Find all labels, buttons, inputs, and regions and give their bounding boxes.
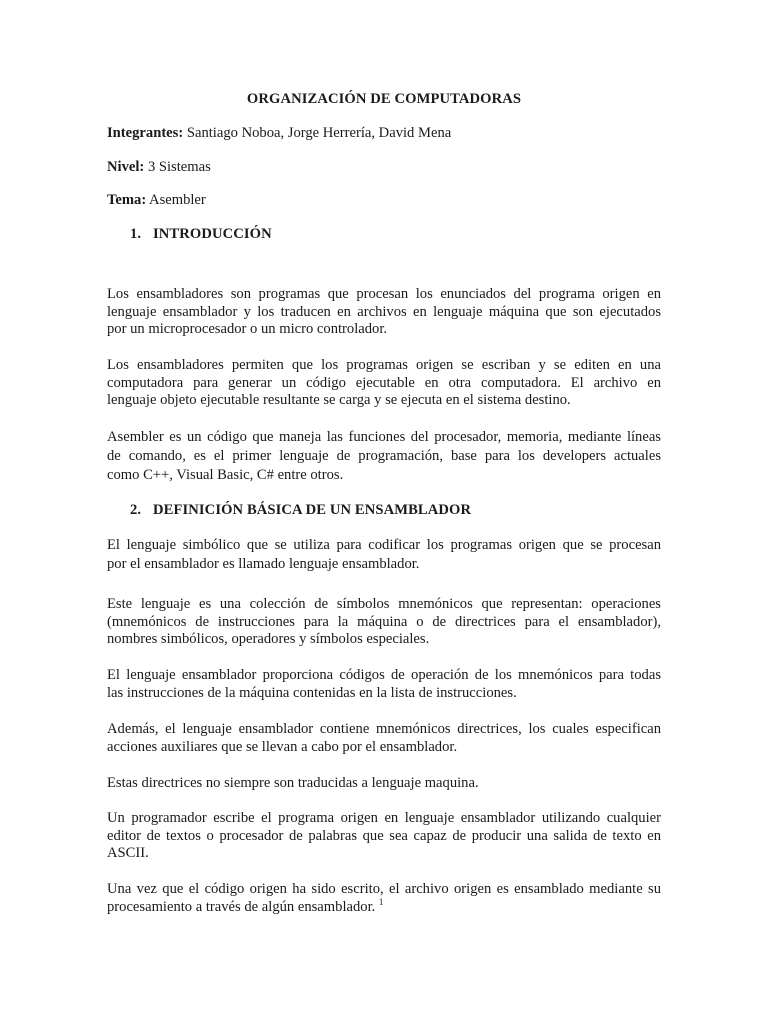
section-heading-definicion <box>130 502 471 520</box>
integrantes-label: Integrantes: <box>107 125 184 141</box>
paragraph-line: las instrucciones de la máquina contenidas en la lista de instrucciones. <box>107 684 517 701</box>
paragraph <box>107 596 661 649</box>
section-title: INTRODUCCIÓN <box>153 226 272 242</box>
paragraph <box>107 810 661 863</box>
paragraph-line: por el ensamblador es llamado lenguaje ensamblador. <box>107 556 420 572</box>
integrantes-line <box>107 125 451 143</box>
section-number: 2. <box>130 502 142 518</box>
paragraph-line: por un microprocesador o un micro controlador. <box>107 321 388 337</box>
paragraph-line: ASCII. <box>107 845 149 861</box>
paragraph-line: El lenguaje ensamblador proporciona códigos de operación de los mnemónicos para todas <box>107 667 661 683</box>
paragraph-line: editor de textos o procesador de palabras que sea capaz de producir una salida de texto en <box>107 827 661 844</box>
paragraph-line: lenguaje ensamblador y los traducen en archivos en lenguaje máquina que son ejecutados <box>107 303 661 320</box>
paragraph <box>107 357 661 410</box>
paragraph-line: Los ensambladores son programas que procesan los enunciados del programa origen en <box>107 286 661 302</box>
tema-line <box>107 192 206 210</box>
paragraph-line: Asembler es un código que maneja las funciones del procesador, memoria, mediante líneas <box>107 429 661 445</box>
integrantes-value: Santiago Noboa, Jorge Herrería, David Mena <box>183 125 452 141</box>
paragraph-line <box>107 896 661 917</box>
paragraph <box>107 286 661 339</box>
paragraph-line: Un programador escribe el programa origen en lenguaje ensamblador utilizando cualquier <box>107 810 661 826</box>
paragraph <box>107 721 661 756</box>
paragraph-line: computadora para generar un código ejecutable en otra computadora. El archivo en <box>107 374 661 391</box>
paragraph-line: El lenguaje simbólico que se utiliza para codificar los programas origen que se procesan <box>107 537 661 553</box>
nivel-label: Nivel: <box>107 159 145 175</box>
nivel-line <box>107 159 211 177</box>
paragraph <box>107 428 661 485</box>
paragraph <box>107 881 661 916</box>
paragraph-line: acciones auxiliares que se llevan a cabo por el ensamblador. <box>107 738 458 755</box>
paragraph-line: Estas directrices no siempre son traducidas a lenguaje maquina. <box>107 775 479 791</box>
tema-label: Tema: <box>107 192 147 208</box>
nivel-value: 3 Sistemas <box>144 159 211 175</box>
section-number: 1. <box>130 226 142 242</box>
paragraph-line: Una vez que el código origen ha sido escrito, el archivo origen es ensamblado mediante su <box>107 881 661 897</box>
paragraph-line: Este lenguaje es una colección de símbolos mnemónicos que representan: operaciones <box>107 596 661 612</box>
paragraph-line: (mnemónicos de instrucciones para la máquina o de directrices para el ensamblador), <box>107 613 661 630</box>
paragraph-line: de comando, es el primer lenguaje de programación, base para los developers actuales <box>107 448 661 464</box>
paragraph <box>107 775 661 793</box>
paragraph-line: Además, el lenguaje ensamblador contiene mnemónicos directrices, los cuales especifican <box>107 721 661 737</box>
footnote-reference[interactable]: 1 <box>378 896 384 907</box>
paragraph-line-text: procesamiento a través de algún ensamblador. <box>107 898 379 915</box>
section-heading-introduccion <box>130 226 272 244</box>
section-title: DEFINICIÓN BÁSICA DE UN ENSAMBLADOR <box>153 502 472 518</box>
document-title: ORGANIZACIÓN DE COMPUTADORAS <box>246 91 522 107</box>
paragraph-line: lenguaje objeto ejecutable resultante se carga y se ejecuta en el sistema destino. <box>107 392 571 408</box>
paragraph <box>107 667 661 702</box>
paragraph-line: Los ensambladores permiten que los programas origen se escriban y se editen en una <box>107 357 661 373</box>
tema-value: Asembler <box>146 192 206 208</box>
paragraph-line: como C++, Visual Basic, C# entre otros. <box>107 467 344 483</box>
paragraph <box>107 536 661 574</box>
paragraph-line: nombres simbólicos, operadores y símbolos especiales. <box>107 631 430 647</box>
